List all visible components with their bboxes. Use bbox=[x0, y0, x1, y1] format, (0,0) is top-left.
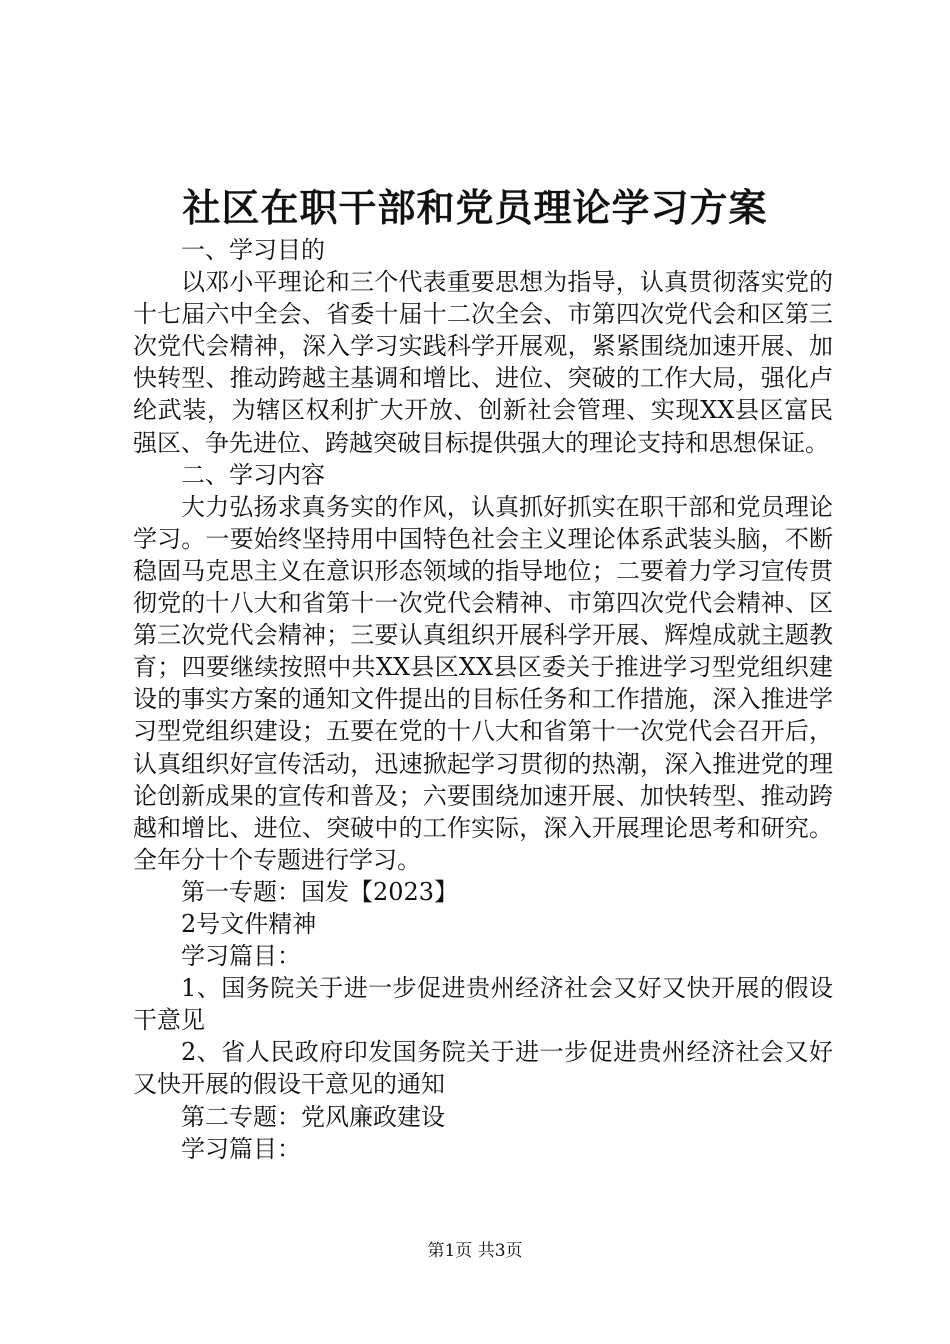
document-body bbox=[133, 234, 833, 1165]
reading-list-label: 学习篇目： bbox=[181, 942, 301, 971]
page-number: 第1页 共3页 bbox=[427, 1241, 523, 1261]
topic-two-heading: 第二专题：党风廉政建设 bbox=[181, 1102, 445, 1131]
topic-one-heading-cont: 2号文件精神 bbox=[181, 909, 317, 938]
topic-one-heading: 第一专题：国发【2023】 bbox=[181, 877, 459, 906]
section-heading-purpose: 一、学习目的 bbox=[181, 236, 325, 264]
paragraph-purpose: 以邓小平理论和三个代表重要思想为指导，认真贯彻落实党的十七届六中全会、省委十届十二次全会、市第四次党代会和区第三次党代会精神，深入学习实践科学开展观，紧紧围绕加速开展、加快转型、推动跨越主基调和增比、进位、突破的工作大局，强化卢纶武装，为辖区权利扩大开放、创新社会管理、实现XX县区富民强区、争先进位、跨越突破目标提供强大的理论支持和思想保证。 bbox=[133, 268, 833, 457]
document-title: 社区在职干部和党员理论学习方案 bbox=[182, 185, 768, 230]
section-heading-content: 二、学习内容 bbox=[181, 460, 325, 489]
reading-item-1: 1、国务院关于进一步促进贵州经济社会又好又快开展的假设干意见 bbox=[133, 974, 833, 1035]
paragraph-content: 大力弘扬求真务实的作风，认真抓好抓实在职干部和党员理论学习。一要始终坚持用中国特色社会主义理论体系武装头脑，不断稳固马克思主义在意识形态领域的指导地位；二要着力学习宣传贯彻党的十八大和省第十一次党代会精神、市第四次党代会精神、区第三次党代会精神；三要认真组织开展科学开展、辉煌成就主题教育；四要继续按照中共XX县区XX县区委关于推进学习型党组织建设的事实方案的通知文件提出的目标任务和工作措施，深入推进学习型党组织建设；五要在党的十八大和省第十一次党代会召开后，认真组织好宣传活动，迅速掀起学习贯彻的热潮，深入推进党的理论创新成果的宣传和普及；六要围绕加速开展、加快转型、推动跨越和增比、进位、突破中的工作实际，深入开展理论思考和研究。全年分十个专题进行学习。 bbox=[133, 492, 833, 874]
reading-list-label-2: 学习篇目： bbox=[181, 1134, 301, 1163]
reading-item-2: 2、省人民政府印发国务院关于进一步促进贵州经济社会又好又快开展的假设干意见的通知 bbox=[133, 1038, 833, 1099]
